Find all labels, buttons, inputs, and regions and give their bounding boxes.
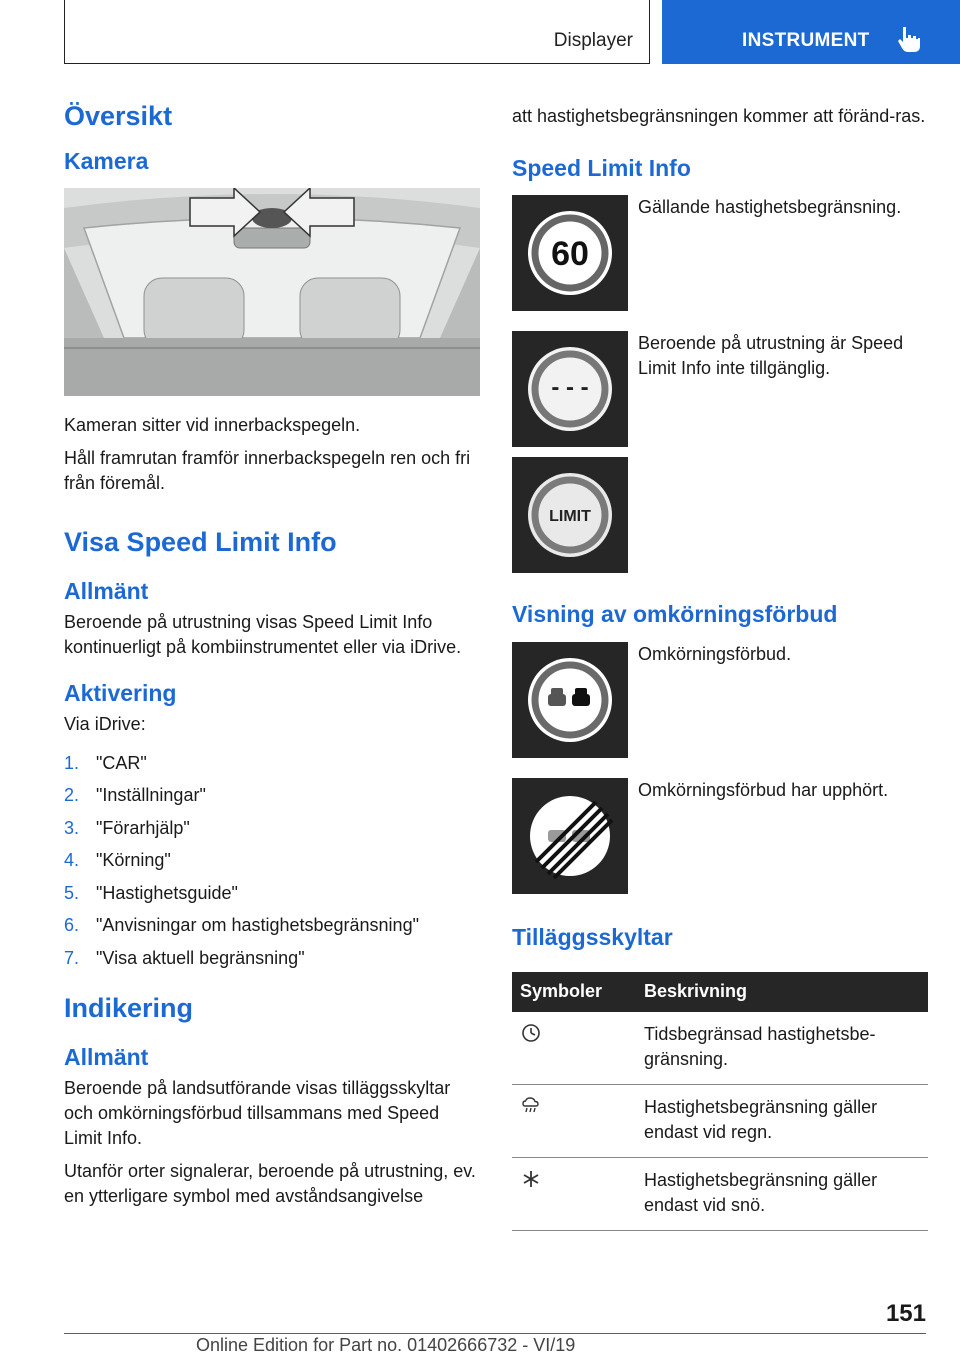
list-item: 1. "CAR" bbox=[64, 752, 147, 773]
no-overtaking-sign-icon bbox=[512, 642, 628, 758]
table-header-row bbox=[512, 972, 928, 1012]
table-cell-description: Hastighetsbegränsning gäller endast vid regn. bbox=[640, 1084, 928, 1157]
visa-heading: Visa Speed Limit Info bbox=[64, 526, 337, 557]
footer-edition: Online Edition for Part no. 01402666732 - VI/19 bbox=[196, 1335, 576, 1355]
table-row bbox=[512, 1084, 928, 1157]
camera-heading: Kamera bbox=[64, 148, 149, 175]
table-row bbox=[512, 1012, 928, 1085]
allmant-paragraph-1: Beroende på utrustning visas Speed Limit Info kontinuerligt på kombiinstrumentet eller via iDrive. bbox=[64, 611, 462, 657]
column-header-symbols: Symboler bbox=[512, 972, 640, 1012]
table-row bbox=[512, 1157, 928, 1230]
allmant-paragraph-2: Beroende på landsutförande visas tilläggsskyltar och omkörningsförbud tillsammans med Speed Limit Info. bbox=[64, 1078, 451, 1149]
no-overtaking-description: Omkörningsförbud. bbox=[638, 644, 792, 665]
overview-heading: Översikt bbox=[64, 101, 173, 131]
camera-paragraph-1: Kameran sitter vid innerbackspegeln. bbox=[64, 414, 361, 435]
list-item: 4. "Körning" bbox=[64, 850, 171, 871]
supplementary-signs-heading: Tilläggsskyltar bbox=[512, 924, 673, 951]
rain-icon bbox=[520, 1095, 542, 1117]
footer-divider bbox=[64, 1333, 926, 1334]
allmant-paragraph-3: Utanför orter signalerar, beroende på utrustning, ev. en ytterligare symbol med avståndsangivelse bbox=[64, 1161, 476, 1207]
sign-row-no-overtaking bbox=[512, 642, 928, 758]
activation-steps bbox=[64, 747, 480, 975]
list-item: 6. "Anvisningar om hastighetsbegränsning" bbox=[64, 915, 419, 936]
allmant-heading-1: Allmänt bbox=[64, 578, 149, 605]
list-item: 5. "Hastighetsguide" bbox=[64, 882, 238, 903]
snowflake-icon bbox=[520, 1168, 542, 1190]
instrument-tab[interactable] bbox=[662, 0, 960, 64]
column-header-description: Beskrivning bbox=[640, 972, 928, 1012]
camera-paragraph-2: Håll framrutan framför innerbackspegeln ren och fri från föremål. bbox=[64, 447, 471, 493]
left-column bbox=[64, 100, 480, 1209]
hand-pointer-icon bbox=[894, 24, 924, 54]
svg-text:60: 60 bbox=[551, 234, 589, 273]
aktivering-heading: Aktivering bbox=[64, 679, 177, 706]
allmant-heading-2: Allmänt bbox=[64, 1044, 149, 1071]
sign-row-60 bbox=[512, 195, 928, 311]
table-cell-description: Hastighetsbegränsning gäller endast vid snö. bbox=[640, 1157, 928, 1230]
section-title: Displayer bbox=[553, 30, 633, 51]
right-column bbox=[512, 104, 928, 1231]
sign-row-limit bbox=[512, 457, 928, 573]
header-box bbox=[64, 0, 650, 64]
end-no-overtaking-description: Omkörningsförbud har upphört. bbox=[638, 780, 889, 801]
tab-label: INSTRUMENT bbox=[742, 30, 870, 51]
indikering-heading: Indikering bbox=[64, 993, 194, 1024]
list-item: 3. "Förarhjälp" bbox=[64, 817, 190, 838]
page-number: 151 bbox=[885, 1300, 926, 1327]
speed-limit-60-sign-icon bbox=[512, 195, 628, 311]
continued-paragraph: att hastighetsbegränsningen kommer att föränd-ras. bbox=[512, 106, 926, 126]
list-item: 2. "Inställningar" bbox=[64, 785, 206, 806]
aktivering-paragraph: Via iDrive: bbox=[64, 713, 146, 734]
svg-text:- - -: - - - bbox=[551, 373, 589, 401]
supplementary-signs-table bbox=[512, 972, 928, 1231]
overtake-heading: Visning av omkörningsförbud bbox=[512, 600, 838, 627]
speed-limit-unavailable-sign-icon bbox=[512, 331, 628, 447]
sign-row-unavailable bbox=[512, 331, 928, 447]
sign-unavailable-description: Beroende på utrustning är Speed Limit Info inte tillgänglig. bbox=[638, 332, 904, 378]
end-no-overtaking-sign-icon bbox=[512, 778, 628, 894]
sign-60-description: Gällande hastighetsbegränsning. bbox=[638, 196, 902, 217]
svg-text:LIMIT: LIMIT bbox=[549, 507, 591, 525]
camera-location-illustration bbox=[64, 188, 480, 396]
limit-sign-icon bbox=[512, 457, 628, 573]
table-cell-description: Tidsbegränsad hastighetsbe-gränsning. bbox=[640, 1012, 928, 1085]
sign-row-end-no-overtaking bbox=[512, 778, 928, 894]
speed-limit-info-heading: Speed Limit Info bbox=[512, 155, 691, 181]
list-item: 7. "Visa aktuell begränsning" bbox=[64, 947, 305, 968]
clock-icon bbox=[520, 1022, 542, 1044]
